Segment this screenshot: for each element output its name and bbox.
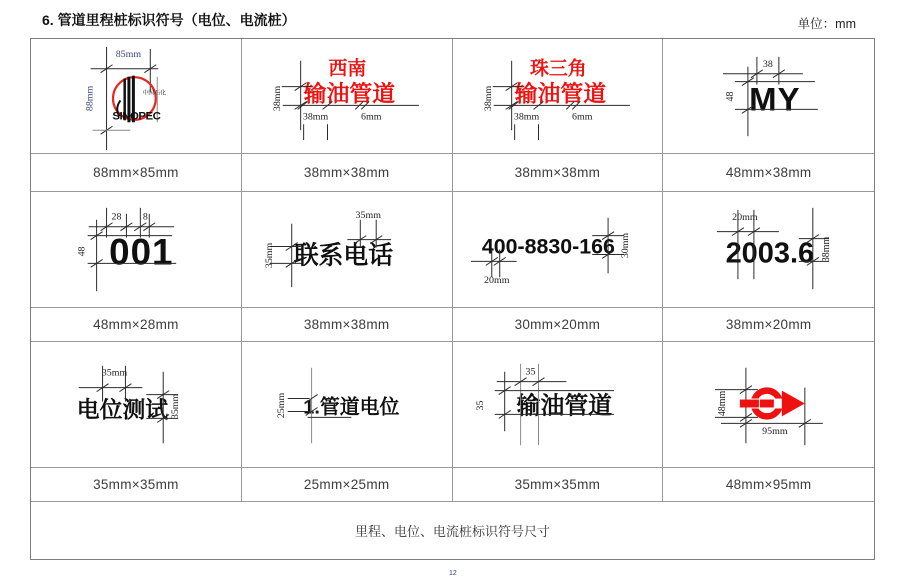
sinopec-logo-icon	[112, 76, 166, 123]
dim-label-width: 95mm	[762, 426, 788, 438]
page-number: 12	[449, 570, 457, 577]
marker-text: MY	[749, 80, 801, 118]
pipeline-potential-diagram	[242, 342, 452, 467]
dim-label-height: 35mm	[263, 242, 275, 269]
marker-text-line2: 输油管道	[303, 80, 395, 107]
caption-year: 38mm×20mm	[663, 308, 874, 342]
table-footer-note: 里程、电位、电流桩标识符号尺寸	[354, 524, 550, 539]
caption-oil-pipeline: 35mm×35mm	[453, 468, 664, 502]
marker-text-line2: 输油管道	[514, 80, 606, 107]
marker-cell-phone-number	[453, 192, 664, 308]
phone-number-diagram	[453, 192, 663, 307]
logo-cn-text: 中国石化	[142, 90, 167, 97]
marker-text: 1.管道电位	[303, 396, 400, 419]
caption-pipeline-potential: 25mm×25mm	[242, 468, 453, 502]
page-title: 6. 管道里程桩标识符号（电位、电流桩）	[42, 12, 296, 28]
caption-xinan-pipeline: 38mm×38mm	[242, 154, 453, 192]
dim-label-width: 38mm	[302, 111, 328, 123]
caption-sinopec-logo: 88mm×85mm	[31, 154, 242, 192]
dim-label-width: 35mm	[101, 367, 128, 379]
marker-text: 001	[109, 231, 174, 273]
dim-label-gap: 6mm	[571, 111, 592, 123]
marker-cell-oil-pipeline	[453, 342, 664, 468]
dim-label-height: 35mm	[170, 393, 182, 420]
marker-cell-year	[663, 192, 874, 308]
dim-label-width: 28	[111, 211, 122, 223]
unit-label: 单位：mm	[797, 17, 856, 31]
caption-001: 48mm×28mm	[31, 308, 242, 342]
dim-label-height: 35	[474, 400, 486, 411]
dim-label-height: 88mm	[84, 85, 96, 112]
flow-direction-arrow-icon	[740, 391, 805, 417]
logo-en-text: SINOPEC	[112, 110, 161, 123]
dim-label-gap: 6mm	[360, 111, 382, 123]
dim-label-width: 20mm	[732, 211, 758, 223]
caption-zhusanjiao-pipeline: 38mm×38mm	[453, 154, 664, 192]
flow-arrow-diagram	[663, 342, 874, 467]
caption-flow-arrow: 48mm×95mm	[663, 468, 874, 502]
marker-text: 联系电话	[293, 242, 393, 270]
oil-pipeline-diagram	[453, 342, 663, 467]
marker-text: 电位测试	[76, 396, 169, 423]
marker-text: 2003.6	[725, 237, 815, 270]
marker-cell-zhusanjiao-pipeline	[453, 39, 664, 154]
marker-text: 400-8830-166	[481, 234, 615, 259]
dim-label-stroke: 8	[142, 211, 148, 223]
marker-cell-001	[31, 192, 242, 308]
sinopec-logo-diagram	[31, 39, 241, 153]
dim-label-width: 35	[525, 366, 536, 378]
dim-label-height: 38mm	[821, 236, 833, 263]
dim-label-width: 38	[763, 58, 774, 70]
dim-label-height: 48	[76, 246, 88, 257]
001-diagram	[31, 192, 241, 307]
dim-label-width: 38mm	[513, 111, 539, 123]
contact-phone-diagram	[242, 192, 452, 307]
zhusanjiao-pipeline-diagram	[453, 39, 663, 153]
dim-label-height: 25mm	[275, 392, 287, 419]
dim-label-width: 85mm	[115, 48, 142, 60]
dim-label-width: 35mm	[355, 209, 381, 221]
marker-cell-contact-phone	[242, 192, 453, 308]
marker-symbols-table	[30, 38, 875, 560]
marker-cell-my	[663, 39, 874, 154]
dim-label-height: 48mm	[717, 390, 729, 417]
marker-cell-sinopec-logo	[31, 39, 242, 154]
caption-potential-test: 35mm×35mm	[31, 468, 242, 502]
dim-label-height: 48	[725, 91, 737, 102]
marker-cell-xinan-pipeline	[242, 39, 453, 154]
dim-label-width: 20mm	[483, 275, 509, 287]
dim-label-height: 38mm	[271, 85, 283, 112]
potential-test-diagram	[31, 342, 241, 467]
caption-phone-number: 30mm×20mm	[453, 308, 664, 342]
dim-label-height: 30mm	[619, 232, 631, 259]
caption-my: 48mm×38mm	[663, 154, 874, 192]
marker-text: 输油管道	[516, 392, 612, 420]
marker-cell-potential-test	[31, 342, 242, 468]
marker-cell-pipeline-potential	[242, 342, 453, 468]
marker-cell-flow-arrow	[663, 342, 874, 468]
dim-label-height: 38mm	[482, 85, 494, 112]
xinan-pipeline-diagram	[242, 39, 452, 153]
marker-text-line1: 西南	[328, 57, 367, 79]
caption-contact-phone: 38mm×38mm	[242, 308, 453, 342]
year-diagram	[663, 192, 874, 307]
marker-text-line1: 珠三角	[529, 57, 587, 79]
my-diagram	[663, 39, 874, 153]
